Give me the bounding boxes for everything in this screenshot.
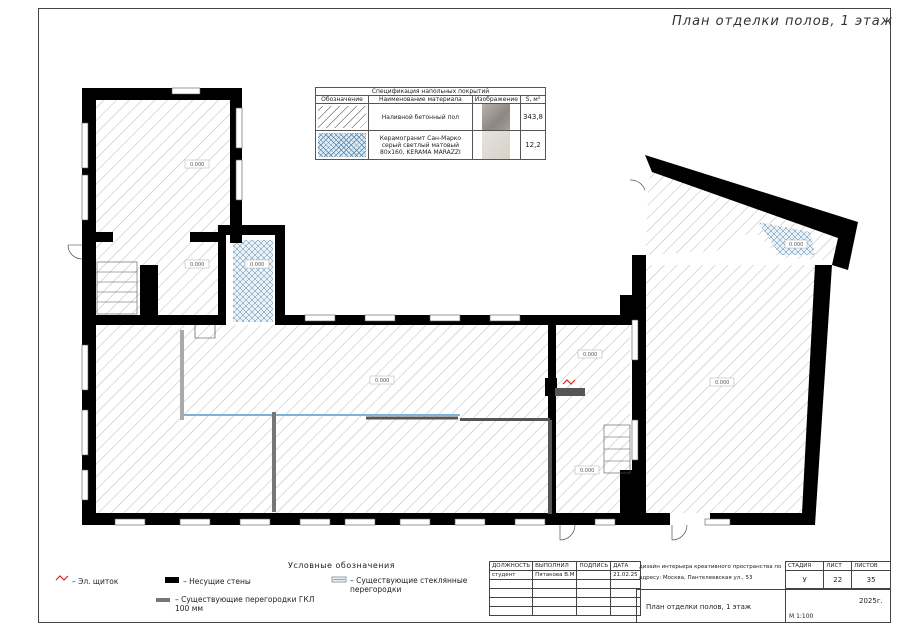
room-label: 0.000 <box>583 352 598 358</box>
legend-label: – Существующие стеклянные перегородки <box>350 576 468 594</box>
spec-material: Керамогранит Сан-Марко серый светлый матовый 80х160, KERAMA MARAZZI <box>369 131 473 160</box>
stamp-date: 21.02.25 <box>611 571 641 580</box>
spec-table <box>315 87 546 160</box>
stamp-sheets: 35 <box>852 571 891 589</box>
stamp-drawing-title: План отделки полов, 1 этаж <box>646 603 752 611</box>
sheet-title: План отделки полов, 1 этаж <box>672 14 894 29</box>
room-label: 0.000 <box>715 380 730 386</box>
stamp-role: студент <box>490 571 533 580</box>
concrete-swatch <box>318 106 366 128</box>
legend-wall-icon <box>165 577 179 583</box>
spec-header-mark: Обозначение <box>316 96 369 104</box>
stamp-header: ДАТА <box>611 562 641 571</box>
legend-label: – Несущие стены <box>183 577 251 586</box>
stamp-scale: М 1:100 <box>789 613 814 620</box>
stamp-header: ПОДПИСЬ <box>577 562 611 571</box>
stamp-stage-header: СТАДИЯ <box>786 562 824 571</box>
tile-swatch <box>318 133 366 157</box>
room-label: 0.000 <box>250 262 265 268</box>
material-image <box>482 131 510 159</box>
spec-header-image: Изображение <box>472 96 520 104</box>
legend-title: Условные обозначения <box>288 561 396 570</box>
spec-header-material: Наименование материала <box>369 96 473 104</box>
stamp-sheet-no: 22 <box>824 571 852 589</box>
room-label: 0.000 <box>190 262 205 268</box>
legend-label: – Существующие перегородки ГКЛ 100 мм <box>175 595 315 613</box>
title-block <box>489 561 891 623</box>
room-label: 0.000 <box>580 468 595 474</box>
legend-label: – Эл. щиток <box>72 577 119 586</box>
material-image <box>482 104 510 130</box>
room-label: 0.000 <box>190 162 205 168</box>
stamp-sheet-header: ЛИСТ <box>824 562 852 571</box>
spec-caption: Спецификация напольных покрытий <box>316 88 546 96</box>
stamp-project: дизайн интерьера креативного пространства по адресу: Москва, Пантелеевская ул., 53 <box>639 564 782 581</box>
stamp-year: 2025г. <box>859 597 883 605</box>
spec-material: Наливной бетонный пол <box>369 104 473 131</box>
legend-panel-icon <box>56 576 68 580</box>
spec-area: 12,2 <box>520 131 545 160</box>
room-label: 0.000 <box>789 242 804 248</box>
stamp-stage: У <box>786 571 824 589</box>
stamp-header: ДОЛЖНОСТЬ <box>490 562 533 571</box>
spec-area: 343,8 <box>520 104 545 131</box>
spec-header-area: S, м² <box>520 96 545 104</box>
room-label: 0.000 <box>375 378 390 384</box>
legend-gkl-icon <box>156 598 170 602</box>
stamp-sheets-header: ЛИСТОВ <box>852 562 891 571</box>
stamp-author: Пятакова В.М <box>533 571 577 580</box>
stamp-header: ВЫПОЛНИЛ <box>533 562 577 571</box>
